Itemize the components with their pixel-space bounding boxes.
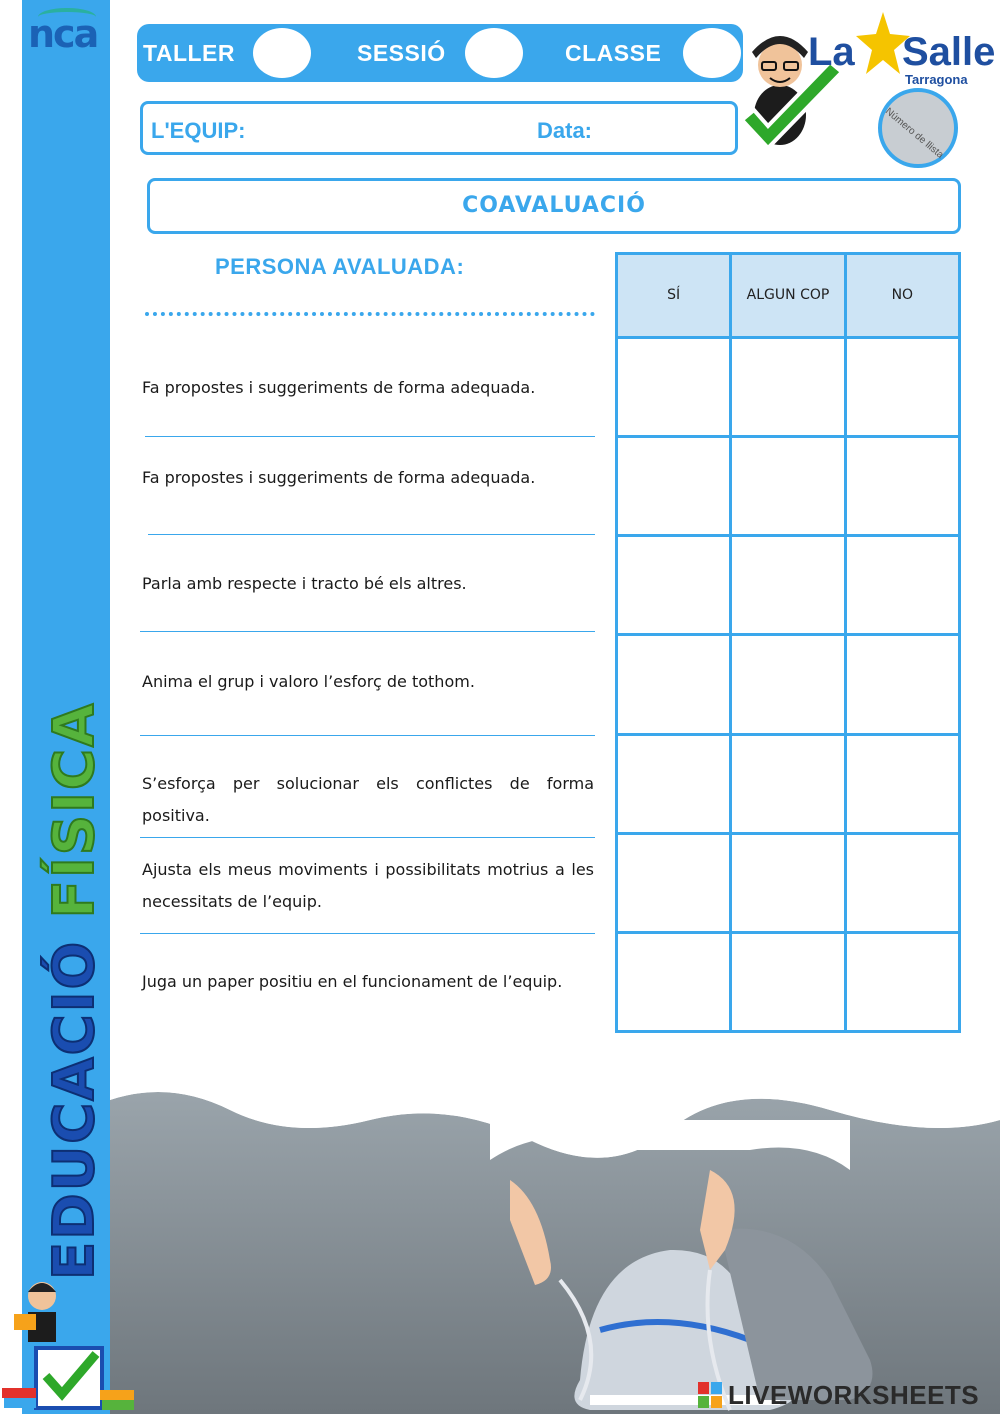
- data-label: Data:: [537, 118, 593, 143]
- vertical-title-word-1: EDUCACIÓ: [42, 939, 107, 1280]
- criterion-1: Fa propostes i suggeriments de forma adequada.: [142, 378, 536, 397]
- reading-mascot-icon: [0, 1270, 140, 1414]
- classe-label: CLASSE: [565, 40, 662, 66]
- divider: [140, 735, 595, 736]
- answer-cell-si[interactable]: [617, 536, 731, 635]
- list-number-label: Número de llista: [882, 106, 946, 161]
- answer-cell-algun-cop[interactable]: [731, 833, 845, 932]
- brand-la: La: [808, 30, 855, 74]
- answer-cell-no[interactable]: [845, 536, 959, 635]
- liveworksheets-logo-icon: [698, 1382, 722, 1408]
- persona-label: PERSONA AVALUADA:: [215, 254, 465, 279]
- divider: [145, 436, 595, 437]
- criterion-4: Anima el grup i valoro l’esforç de tothom.: [142, 672, 475, 691]
- answer-cell-si[interactable]: [617, 833, 731, 932]
- criterion-3: Parla amb respecte i tracto bé els altres.: [142, 574, 467, 593]
- vertical-title-word-2: FÍSICA: [42, 701, 107, 919]
- column-header-algun-cop: ALGUN COP: [731, 254, 845, 338]
- answer-cell-si[interactable]: [617, 635, 731, 734]
- table-row: [617, 437, 960, 536]
- page-title: COAVALUACIÓ: [147, 178, 961, 234]
- answer-cell-algun-cop[interactable]: [731, 734, 845, 833]
- table-row: [617, 536, 960, 635]
- taller-field[interactable]: [253, 28, 311, 78]
- grid-header-row: [617, 254, 960, 338]
- divider: [148, 534, 595, 535]
- nca-logo: nca: [28, 12, 98, 56]
- vertical-subject-title: [42, 702, 107, 1280]
- answer-cell-no[interactable]: [845, 833, 959, 932]
- answer-cell-no[interactable]: [845, 437, 959, 536]
- answer-cell-no[interactable]: [845, 932, 959, 1031]
- divider: [140, 837, 595, 838]
- table-row: [617, 635, 960, 734]
- criterion-5: S’esforça per solucionar els conflictes de forma positiva.: [142, 774, 594, 825]
- equip-label: L'EQUIP:: [151, 118, 246, 143]
- sessio-label: SESSIÓ: [357, 40, 446, 66]
- column-header-si: SÍ: [617, 254, 731, 338]
- answer-grid: [615, 252, 961, 1033]
- table-row: [617, 833, 960, 932]
- answer-cell-algun-cop[interactable]: [731, 437, 845, 536]
- shoe-lacing-photo: [110, 1080, 1000, 1414]
- table-row: [617, 337, 960, 436]
- answer-cell-algun-cop[interactable]: [731, 635, 845, 734]
- table-row: [617, 932, 960, 1031]
- divider: [140, 933, 595, 934]
- team-box: [140, 101, 738, 155]
- sessio-field[interactable]: [465, 28, 523, 78]
- answer-cell-no[interactable]: [845, 337, 959, 436]
- persona-name-field[interactable]: [145, 312, 595, 316]
- answer-cell-no[interactable]: [845, 734, 959, 833]
- answer-cell-si[interactable]: [617, 337, 731, 436]
- answer-cell-si[interactable]: [617, 932, 731, 1031]
- taller-label: TALLER: [143, 40, 236, 66]
- answer-cell-algun-cop[interactable]: [731, 932, 845, 1031]
- brand-city: Tarragona: [905, 72, 968, 87]
- criterion-2: Fa propostes i suggeriments de forma adequada.: [142, 468, 536, 487]
- answer-cell-si[interactable]: [617, 437, 731, 536]
- divider: [140, 631, 595, 632]
- liveworksheets-watermark: LIVEWORKSHEETS: [728, 1380, 980, 1410]
- list-number-field[interactable]: [878, 88, 958, 168]
- header-bar: [137, 24, 743, 82]
- column-header-no: NO: [845, 254, 959, 338]
- answer-cell-algun-cop[interactable]: [731, 337, 845, 436]
- answer-cell-algun-cop[interactable]: [731, 536, 845, 635]
- answer-cell-si[interactable]: [617, 734, 731, 833]
- criterion-7: Juga un paper positiu en el funcionament de l’equip.: [142, 972, 563, 991]
- criterion-6: Ajusta els meus moviments i possibilitats motrius a les necessitats de l’equip.: [142, 860, 594, 911]
- brand-salle: Salle: [902, 30, 996, 74]
- answer-cell-no[interactable]: [845, 635, 959, 734]
- table-row: [617, 734, 960, 833]
